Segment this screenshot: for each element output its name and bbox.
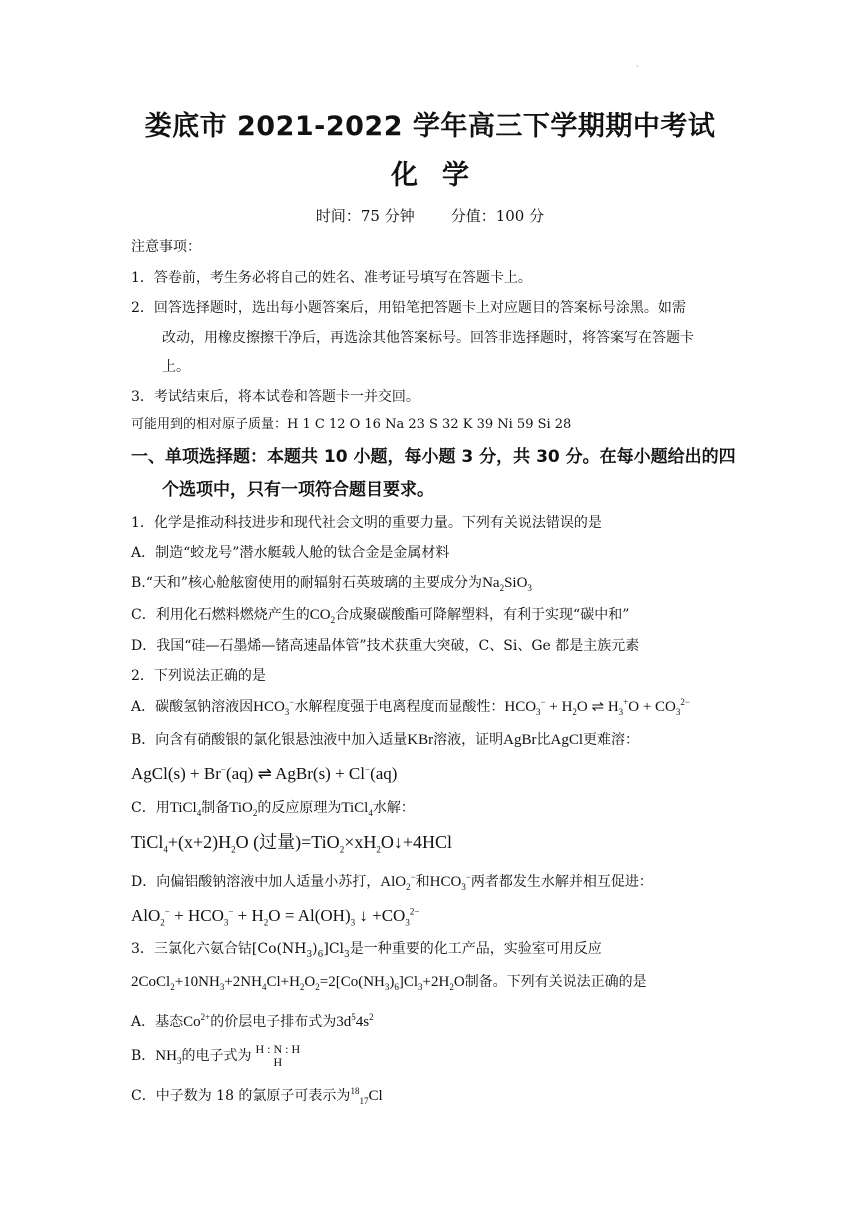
- q3-stem: 3．三氯化六氨合钴$[Co(NH_3)_6]Cl_3$是一种重要的化工产品，实验室可用反应: [131, 941, 602, 960]
- exam-title: 娄底市 2021-2022 学年高三下学期期中考试: [144, 111, 716, 142]
- notice-item-2-end: 上。: [162, 359, 190, 375]
- notice-item-3: 3．考试结束后，将本试卷和答题卡一并交回。: [131, 389, 420, 405]
- equation: $2CoCl_2+10NH_3+2NH_4Cl+H_2O_2=2[Co(NH_3)_6]Cl_3+2H_2O$: [131, 974, 465, 992]
- atomic-masses: 可能用到的相对原子质量：H 1 C 12 O 16 Na 23 S 32 K 39 Ni 59 Si 28: [131, 417, 572, 432]
- q1-option-b: [131, 572, 736, 594]
- formula: TiCl$_4$: [169, 800, 202, 818]
- equation: $HCO_3^- + H_2O$ ⇌ $H_3^+O + CO_3^{2-}$: [504, 697, 690, 717]
- notice-item-2-cont: 改动，用橡皮擦擦干净后，再选涂其他答案标号。回答非选择题时，将答案写在答题卡: [162, 330, 694, 346]
- q3-stem-text-3: ]Cl: [323, 941, 345, 957]
- electron-dot-structure: H : N : H H: [255, 1042, 301, 1069]
- q2-option-b: [131, 729, 736, 751]
- q1-option-d: D．我国“硅—石墨烯—锗高速晶体管”技术获重大突破，C、Si、Ge 都是主族元素: [131, 638, 640, 654]
- formula: TiCl$_4$: [341, 800, 373, 818]
- q3-option-c: [131, 1085, 736, 1107]
- q2-option-d-text-3: 两者都发生水解并相互促进：: [470, 874, 653, 890]
- formula: $3d^54s^2$: [336, 1012, 374, 1030]
- q2-option-b-text-3: 比: [536, 732, 551, 748]
- q3-option-b-text-2: 的电子式为: [181, 1048, 252, 1064]
- q2-option-c-text-3: 的反应原理为: [257, 800, 342, 816]
- q3-option-a-text: A．基态: [131, 1014, 184, 1030]
- q2-option-c-text-2: 制备: [201, 800, 230, 816]
- q1-option-c-text-2: 合成聚碳酸酯可降解塑料，有利于实现“碳中和”: [335, 607, 630, 623]
- q3-reaction: [131, 971, 736, 993]
- q2-equation-c: $TiCl_4+(x+2)H_2O$ (过量)$=TiO_2\times xH_2O↓+4HCl$: [131, 832, 452, 855]
- formula: $HCO_3^-$: [253, 697, 295, 717]
- formula: KBr: [407, 732, 434, 748]
- q1-stem: 1．化学是推动科技进步和现代社会文明的重要力量。下列有关说法错误的是: [131, 515, 602, 531]
- q2-equation-b: AgCl(s) + Br−(aq) ⇌ AgBr(s) + Cl−(aq): [131, 764, 398, 783]
- notice-heading: 注意事项：: [131, 239, 201, 255]
- formula: $NH_3$: [155, 1048, 182, 1066]
- q2-option-b-text-4: 更难溶：: [583, 732, 639, 748]
- formula: AlO$_2$−: [380, 872, 416, 892]
- q2-option-d: [131, 871, 736, 893]
- formula: AgBr: [503, 732, 537, 748]
- q3-option-a: [131, 1011, 736, 1033]
- exam-meta: [0, 205, 860, 226]
- q1-option-a: A．制造“蛟龙号”潜水艇载人舱的钛合金是金属材料: [131, 545, 450, 561]
- q2-option-b-text: B．向含有硝酸银的氯化银悬浊液中加入适量: [131, 732, 408, 748]
- q3-option-a-text-2: 的价层电子排布式为: [210, 1014, 337, 1030]
- q2-option-a-text: A．碳酸氢钠溶液因: [131, 699, 254, 715]
- formula: AgCl: [550, 732, 583, 748]
- section-1-heading-cont: 个选项中，只有一项符合题目要求。: [162, 480, 434, 500]
- exam-time: 时间：75 分钟: [315, 207, 415, 225]
- q1-option-c-text: C．利用化石燃料燃烧产生的: [131, 607, 310, 623]
- q3-stem-text-2: ): [312, 941, 318, 957]
- q2-option-c: [131, 797, 736, 819]
- q2-option-c-text: C．用: [131, 800, 170, 816]
- q3-reaction-text: 制备。下列有关说法正确的是: [464, 974, 647, 990]
- formula: $HCO_3^-$: [429, 872, 471, 892]
- subject-title: 化学: [391, 160, 493, 191]
- q2-option-b-text-2: 溶液，证明: [433, 732, 504, 748]
- q3-option-b: [131, 1043, 736, 1069]
- formula: $CO_2$: [309, 607, 336, 625]
- notice-item-2: 2．回答选择题时，选出每小题答案后，用铅笔把答题卡上对应题目的答案标号涂黑。如需: [131, 300, 686, 316]
- q2-stem: 2．下列说法正确的是: [131, 668, 266, 684]
- q2-option-a-text-2: 水解程度强于电离程度而显酸性：: [294, 699, 505, 715]
- formula: $^{18}_{17}$Cl: [350, 1086, 383, 1106]
- q2-option-d-text-2: 和: [415, 874, 430, 890]
- section-1-heading: 一、单项选择题：本题共 10 小题，每小题 3 分，共 30 分。在每小题给出的四: [131, 447, 736, 467]
- q3-stem-text: 3．三氯化六氨合钴[Co(NH: [131, 941, 307, 957]
- notice-item-1: 1．答卷前，考生务必将自己的姓名、准考证号填写在答题卡上。: [131, 270, 532, 286]
- q3-option-b-text: B．: [131, 1048, 156, 1064]
- q3-stem-text-4: 是一种重要的化工产品，实验室可用反应: [349, 941, 602, 957]
- q2-equation-d: $AlO_2^- + HCO_3^- + H_2O = Al(OH)_3$ ↓ $+CO_3^{2-}$: [131, 906, 420, 928]
- decorative-dot: ·: [636, 62, 639, 71]
- formula: $Co^{2+}$: [183, 1012, 211, 1030]
- q3-option-c-text: C．中子数为 18 的氯原子可表示为: [131, 1088, 351, 1104]
- q1-option-b-text: B.“天和”核心舱舷窗使用的耐辐射石英玻璃的主要成分为: [131, 575, 483, 591]
- formula: TiO$_2$: [229, 800, 258, 818]
- exam-score: 分值：100 分: [450, 207, 545, 225]
- q2-option-c-text-4: 水解：: [372, 800, 415, 816]
- q2-option-a: [131, 696, 736, 718]
- q1-option-c: [131, 604, 736, 626]
- q2-option-d-text: D．向偏铝酸钠溶液中加人适量小苏打，: [131, 874, 381, 890]
- formula: $Na_2SiO_3$: [482, 575, 532, 593]
